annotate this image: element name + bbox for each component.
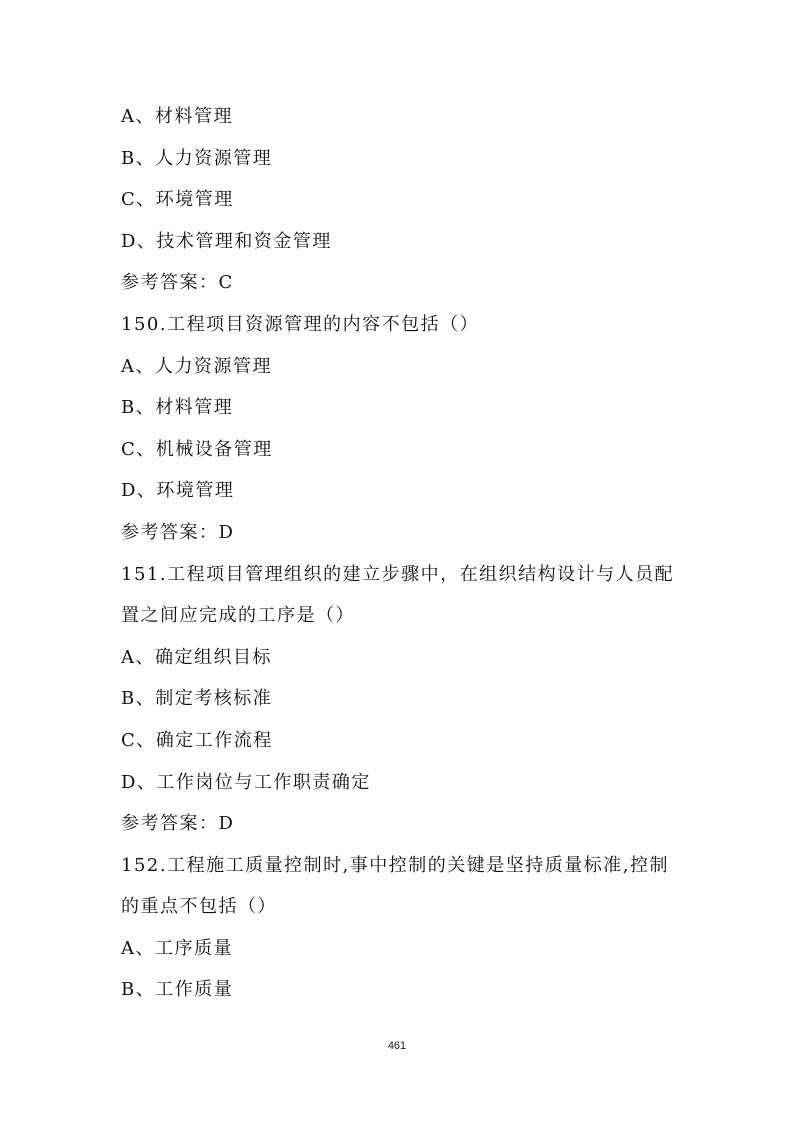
option-line: A、工序质量 bbox=[121, 937, 233, 959]
option-line: C、机械设备管理 bbox=[121, 438, 273, 460]
option-line: D、环境管理 bbox=[121, 480, 235, 502]
answer-line: 参考答案：C bbox=[121, 272, 234, 294]
option-line: B、工作质量 bbox=[121, 979, 234, 1001]
question-text-block bbox=[121, 96, 681, 1011]
option-line: A、材料管理 bbox=[121, 106, 233, 127]
question-line: 的重点不包括（） bbox=[121, 896, 277, 918]
option-line: A、人力资源管理 bbox=[121, 355, 272, 377]
question-line: 150.工程项目资源管理的内容不包括（） bbox=[121, 313, 480, 335]
option-line: B、材料管理 bbox=[121, 397, 234, 419]
option-line: C、确定工作流程 bbox=[121, 729, 273, 751]
page-number: 461 bbox=[387, 1040, 407, 1052]
option-line: D、工作岗位与工作职责确定 bbox=[121, 771, 371, 793]
option-line: A、确定组织目标 bbox=[121, 646, 272, 668]
option-line: D、技术管理和资金管理 bbox=[121, 230, 332, 252]
answer-line: 参考答案：D bbox=[121, 521, 235, 543]
question-line: 置之间应完成的工序是（） bbox=[121, 605, 355, 627]
answer-line: 参考答案：D bbox=[121, 813, 235, 835]
option-line: C、环境管理 bbox=[121, 189, 234, 211]
question-line: 151.工程项目管理组织的建立步骤中，在组织结构设计与人员配 bbox=[121, 563, 675, 585]
option-line: B、人力资源管理 bbox=[121, 147, 273, 169]
question-line: 152.工程施工质量控制时,事中控制的关键是坚持质量标准,控制 bbox=[121, 854, 670, 876]
option-line: B、制定考核标准 bbox=[121, 688, 273, 710]
